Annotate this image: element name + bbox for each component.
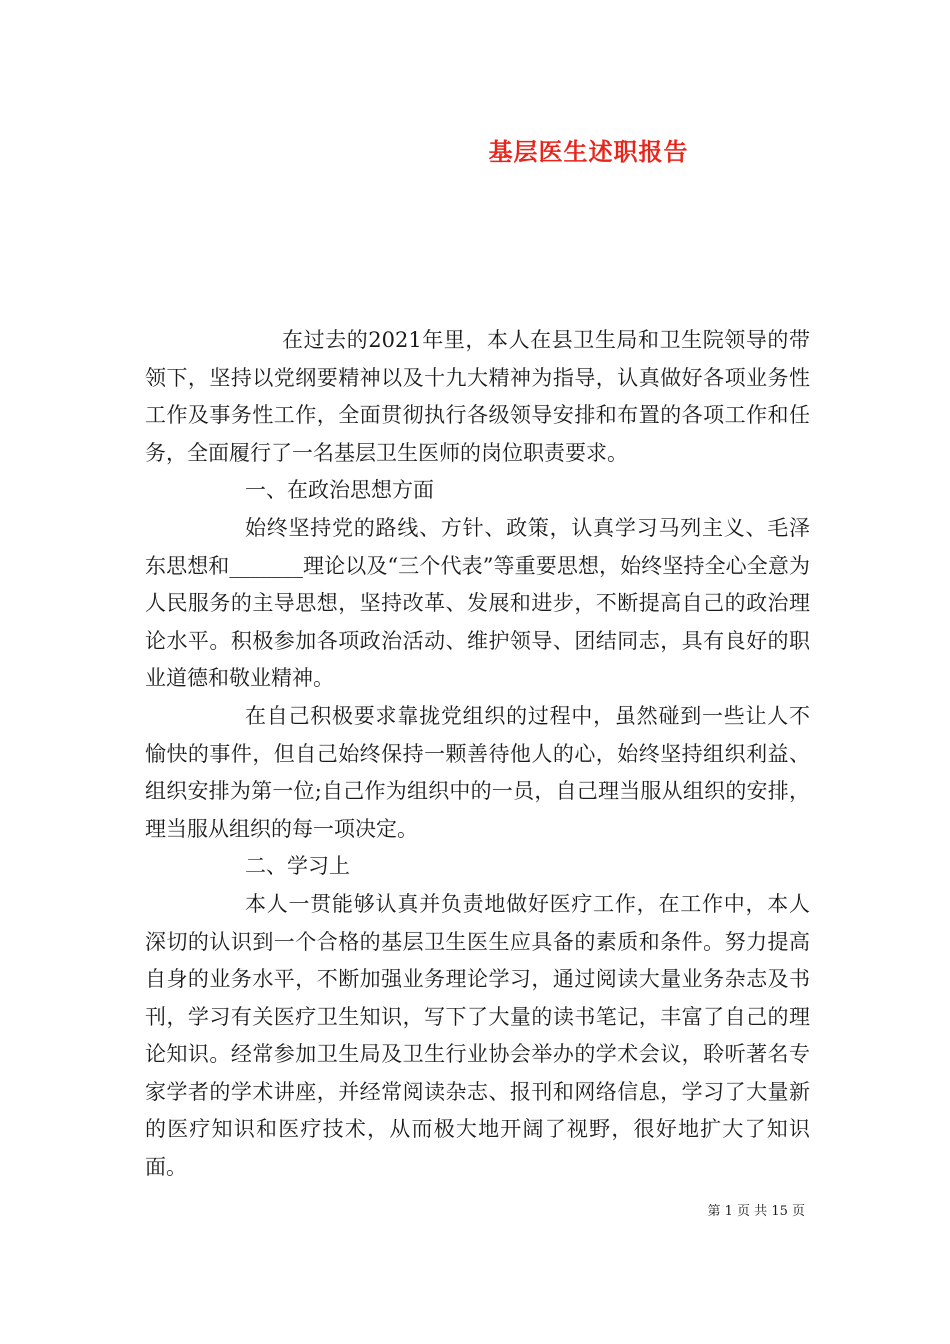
paragraph-political-2: 在自己积极要求靠拢党组织的过程中，虽然碰到一些让人不愉快的事件，但自己始终保持一颗善待他人的心，始终坚持组织利益、组织安排为第一位;自己作为组织中的一员，自己理当服从组织的安排，理当服从组织的每一项决定。 — [145, 703, 810, 841]
document-body — [145, 322, 810, 1187]
section-heading-political: 一、在政治思想方面 — [245, 478, 434, 503]
section-heading-study: 二、学习上 — [245, 854, 350, 879]
paragraph-political-1: 始终坚持党的路线、方针、政策，认真学习马列主义、毛泽东思想和_______理论以及“三个代表”等重要思想，始终坚持全心全意为人民服务的主导思想，坚持改革、发展和进步，不断提高自己的政治理论水平。积极参加各项政治活动、维护领导、团结同志，具有良好的职业道德和敬业精神。 — [145, 515, 810, 691]
paragraph-study: 本人一贯能够认真并负责地做好医疗工作，在工作中，本人深切的认识到一个合格的基层卫生医生应具备的素质和条件。努力提高自身的业务水平，不断加强业务理论学习，通过阅读大量业务杂志及书刊，学习有关医疗卫生知识，写下了大量的读书笔记，丰富了自己的理论知识。经常参加卫生局及卫生行业协会举办的学术会议，聆听著名专家学者的学术讲座，并经常阅读杂志、报刊和网络信息，学习了大量新的医疗知识和医疗技术，从而极大地开阔了视野，很好地扩大了知识面。 — [145, 891, 810, 1180]
paragraph-intro: 在过去的2021年里，本人在县卫生局和卫生院领导的带领下，坚持以党纲要精神以及十九大精神为指导，认真做好各项业务性工作及事务性工作，全面贯彻执行各级领导安排和布置的各项工作和任务，全面履行了一名基层卫生医师的岗位职责要求。 — [145, 328, 810, 465]
document-title: 基层医生述职报告 — [488, 137, 689, 166]
page-number: 第 1 页 共 15 页 — [707, 1204, 805, 1219]
